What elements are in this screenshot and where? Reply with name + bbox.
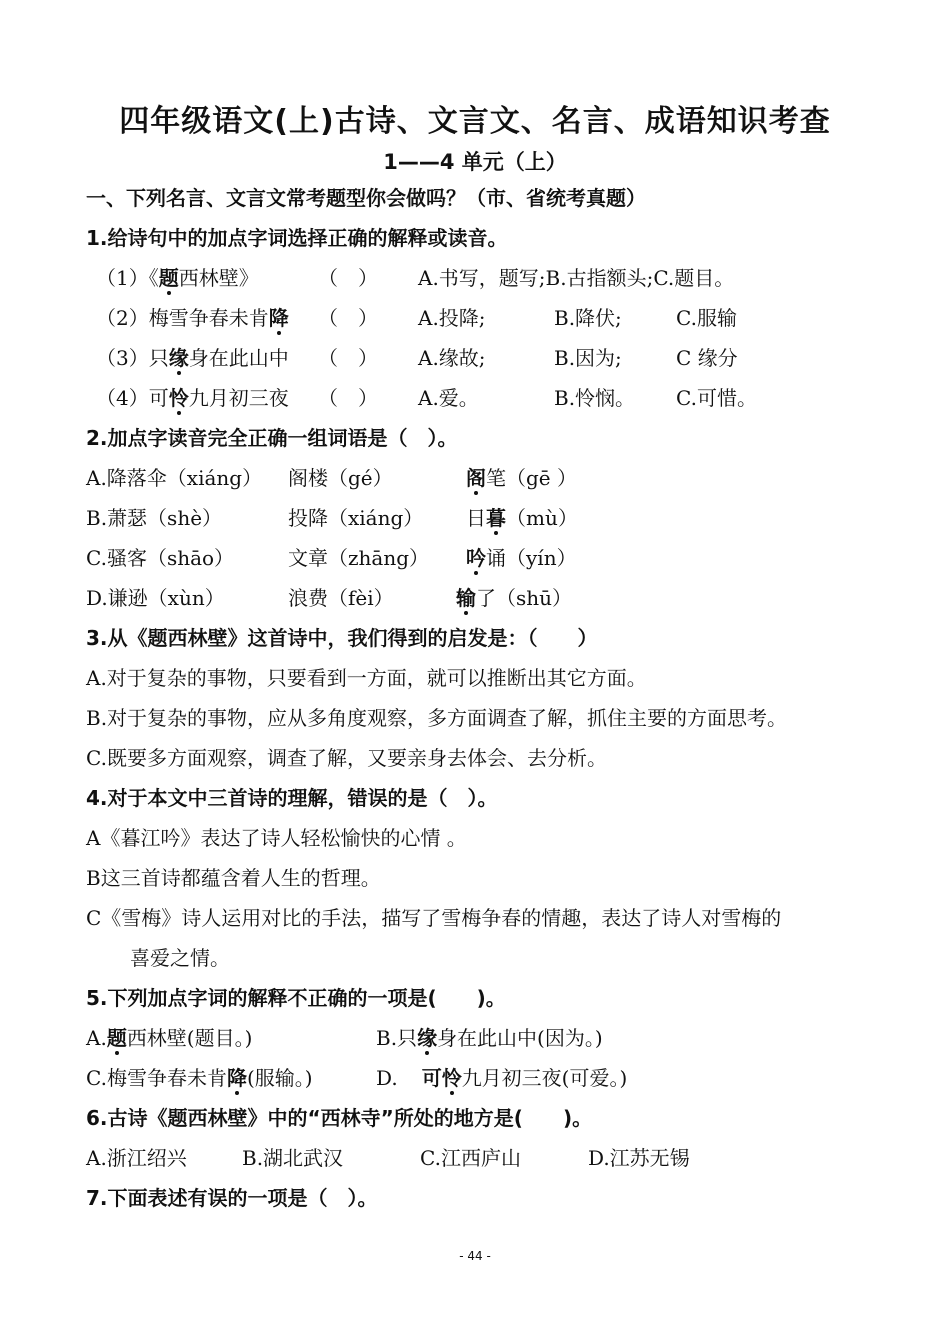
q2-option-b-3: 日暮（mù） xyxy=(466,506,578,530)
q3-option-a: A.对于复杂的事物，只要看到一方面，就可以推断出其它方面。 xyxy=(86,666,647,690)
q1-item-4-option-a: A.爱。 xyxy=(418,386,479,410)
emphasis-dot-char: 怜 xyxy=(441,1066,462,1090)
q5-option-d: D. 可怜九月初三夜(可爱。) xyxy=(376,1066,628,1090)
question-6-stem: 6.古诗《题西林壁》中的“西林寺”所处的地方是( )。 xyxy=(86,1106,593,1130)
q1-item-2: （2）梅雪争春未肯降 xyxy=(96,306,289,330)
q1-item-2-option-b: B.降伏; xyxy=(554,306,622,330)
q6-option-c: C.江西庐山 xyxy=(420,1146,521,1170)
q1-item-3: （3）只缘身在此山中 xyxy=(96,346,289,370)
q2-option-c-3: 吟诵（yín） xyxy=(466,546,577,570)
emphasis-dot-char: 降 xyxy=(268,306,289,330)
q5-option-c: C.梅雪争春未肯降(服输。) xyxy=(86,1066,313,1090)
q4-option-c-continued: 喜爱之情。 xyxy=(130,946,230,970)
q1-item-3-option-c: C 缘分 xyxy=(676,346,738,370)
q1-item-3-option-b: B.因为; xyxy=(554,346,622,370)
q1-item-1: （1）《题西林壁》 xyxy=(96,266,259,290)
q1-item-2-option-c: C.服输 xyxy=(676,306,737,330)
emphasis-dot-char: 题 xyxy=(106,1026,127,1050)
emphasis-dot-char: 题 xyxy=(158,266,179,290)
q2-option-a-3: 阁笔（gē ） xyxy=(466,466,577,490)
q6-option-a: A.浙江绍兴 xyxy=(86,1146,187,1170)
q3-option-c: C.既要多方面观察，调查了解，又要亲身去体会、去分析。 xyxy=(86,746,607,770)
question-3-stem: 3.从《题西林壁》这首诗中，我们得到的启发是：（ ） xyxy=(86,626,598,650)
q2-option-d-3: 输了（shū） xyxy=(456,586,573,610)
q2-option-c-2: 文章（zhāng） xyxy=(288,546,430,570)
q1-item-4-option-b: B.怜悯。 xyxy=(554,386,636,410)
q2-option-d-1: D.谦逊（xùn） xyxy=(86,586,225,610)
q1-item-2-option-a: A.投降; xyxy=(418,306,486,330)
q4-option-c: C《雪梅》诗人运用对比的手法，描写了雪梅争春的情趣，表达了诗人对雪梅的 xyxy=(86,906,782,930)
q5-option-a: A.题西林壁(题目。) xyxy=(86,1026,253,1050)
q1-item-1-options: A.书写，题写;B.古指额头;C.题目。 xyxy=(418,266,735,290)
q5-option-b: B.只缘身在此山中(因为。) xyxy=(376,1026,603,1050)
emphasis-dot-char: 暮 xyxy=(486,506,506,530)
emphasis-dot-char: 降 xyxy=(226,1066,247,1090)
section-heading: 一、下列名言、文言文常考题型你会做吗？（市、省统考真题） xyxy=(86,186,646,210)
q2-option-b-2: 投降（xiáng） xyxy=(288,506,424,530)
q6-option-b: B.湖北武汉 xyxy=(242,1146,344,1170)
q4-option-a: A《暮江吟》表达了诗人轻松愉快的心情 。 xyxy=(86,826,467,850)
q4-option-b: B这三首诗都蕴含着人生的哲理。 xyxy=(86,866,381,890)
emphasis-dot-char: 阁 xyxy=(466,466,486,490)
question-1-stem: 1.给诗句中的加点字词选择正确的解释或读音。 xyxy=(86,226,508,250)
page-number: - 44 - xyxy=(459,1249,491,1263)
emphasis-dot-char: 吟 xyxy=(466,546,486,570)
answer-blank: （ ） xyxy=(318,386,378,410)
page-title: 四年级语文(上)古诗、文言文、名言、成语知识考查 xyxy=(119,104,831,139)
question-7-stem: 7.下面表述有误的一项是（ ）。 xyxy=(86,1186,378,1210)
emphasis-dot-char: 缘 xyxy=(168,346,189,370)
question-2-stem: 2.加点字读音完全正确一组词语是（ ）。 xyxy=(86,426,458,450)
emphasis-dot-char: 缘 xyxy=(417,1026,438,1050)
question-5-stem: 5.下列加点字词的解释不正确的一项是( )。 xyxy=(86,986,506,1010)
q2-option-d-2: 浪费（fèi） xyxy=(288,586,394,610)
answer-blank: （ ） xyxy=(318,306,378,330)
q2-option-c-1: C.骚客（shāo） xyxy=(86,546,235,570)
q1-item-4-option-c: C.可惜。 xyxy=(676,386,757,410)
answer-blank: （ ） xyxy=(318,346,378,370)
emphasis-dot-char: 怜 xyxy=(168,386,189,410)
q3-option-b: B.对于复杂的事物，应从多角度观察，多方面调查了解，抓住主要的方面思考。 xyxy=(86,706,788,730)
q2-option-a-1: A.降落伞（xiáng） xyxy=(86,466,263,490)
q2-option-a-2: 阁楼（gé） xyxy=(288,466,393,490)
question-4-stem: 4.对于本文中三首诗的理解，错误的是（ ）。 xyxy=(86,786,498,810)
q6-option-d: D.江苏无锡 xyxy=(588,1146,690,1170)
page-subtitle: 1——4 单元（上） xyxy=(383,150,567,174)
answer-blank: （ ） xyxy=(318,266,378,290)
q1-item-4: （4）可怜九月初三夜 xyxy=(96,386,289,410)
q2-option-b-1: B.萧瑟（shè） xyxy=(86,506,223,530)
emphasis-dot-char: 输 xyxy=(456,586,476,610)
q1-item-3-option-a: A.缘故; xyxy=(418,346,486,370)
